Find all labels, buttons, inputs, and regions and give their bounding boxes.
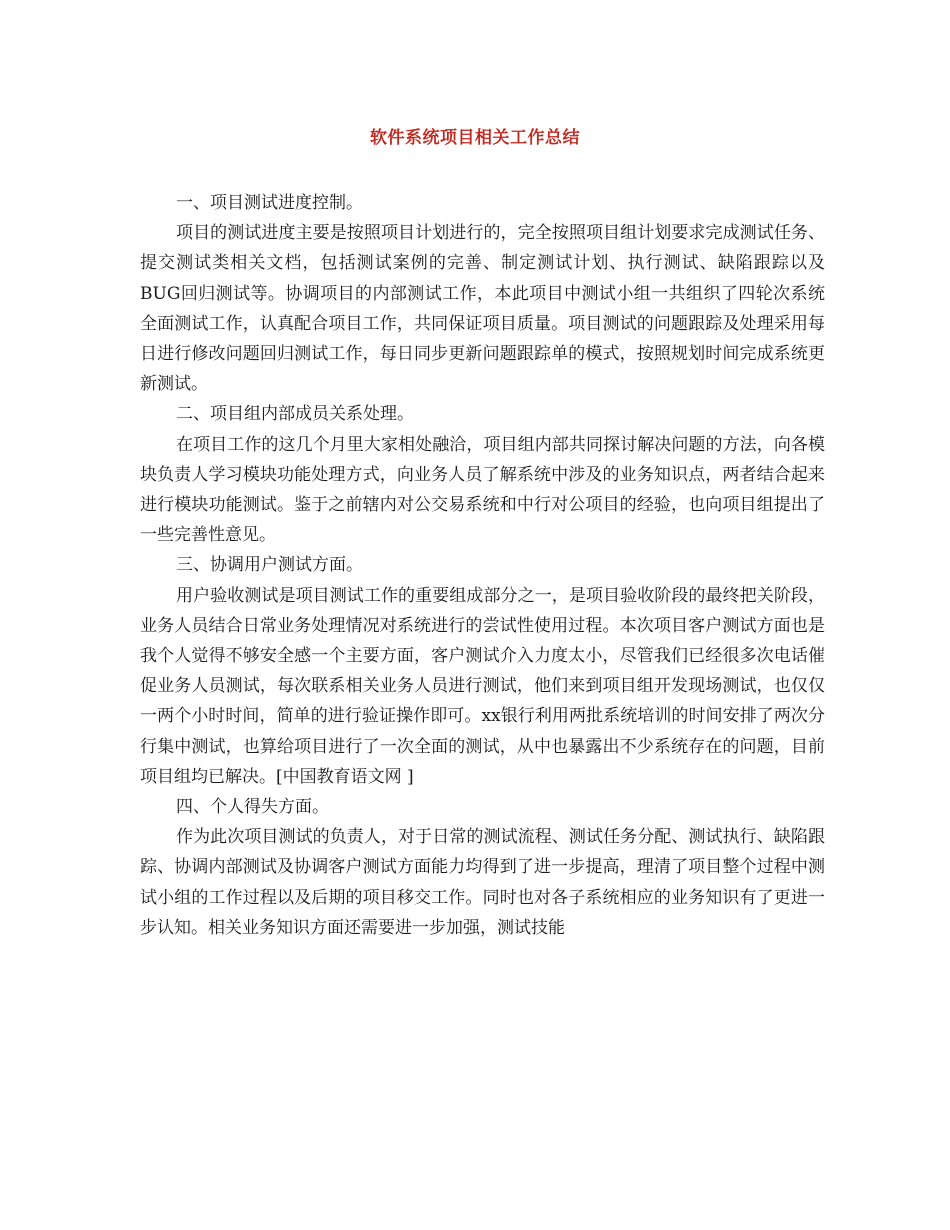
- section-paragraph-4: 作为此次项目测试的负责人，对于日常的测试流程、测试任务分配、测试执行、缺陷跟踪、协调内部测试及协调客户测试方面能力均得到了进一步提高，理清了项目整个过程中测试小组的工作过程以及后期的项目移交工作。同时也对各子系统相应的业务知识有了更进一步认知。相关业务知识方面还需要进一步加强，测试技能: [140, 827, 825, 938]
- document-body: [140, 188, 825, 943]
- section-paragraph-3: 用户验收测试是项目测试工作的重要组成部分之一，是项目验收阶段的最终把关阶段，业务人员结合日常业务处理情况对系统进行的尝试性使用过程。本次项目客户测试方面也是我个人觉得不够安全感一个主要方面，客户测试介入力度太小，尽管我们已经很多次电话催促业务人员测试，每次联系相关业务人员进行测试，他们来到项目组开发现场测试，也仅仅一两个小时时间，简单的进行验证操作即可。xx银行利用两批系统培训的时间安排了两次分行集中测试，也算给项目进行了一次全面的测试，从中也暴露出不少系统存在的问题，目前项目组均已解决。[中国教育语文网 ]: [140, 585, 825, 787]
- section-heading-2: 二、项目组内部成员关系处理。: [176, 404, 414, 425]
- section-heading-1: 一、项目测试进度控制。: [176, 193, 363, 213]
- section-heading-3: 三、协调用户测试方面。: [176, 555, 363, 576]
- section-paragraph-2: 在项目工作的这几个月里大家相处融洽，项目组内部共同探讨解决问题的方法，向各模块负责人学习模块功能处理方式，向业务人员了解系统中涉及的业务知识点，两者结合起来进行模块功能测试。鉴于之前辖内对公交易系统和中行对公项目的经验，也向项目组提出了一些完善性意见。: [140, 434, 825, 546]
- section-paragraph-1: 项目的测试进度主要是按照项目计划进行的，完全按照项目组计划要求完成测试任务、提交测试类相关文档，包括测试案例的完善、制定测试计划、执行测试、缺陷跟踪以及BUG回归测试等。协调项目的内部测试工作，本此项目中测试小组一共组织了四轮次系统全面测试工作，认真配合项目工作，共同保证项目质量。项目测试的问题跟踪及处理采用每日进行修改问题回归测试工作，每日同步更新问题跟踪单的模式，按照规划时间完成系统更新测试。: [140, 223, 825, 395]
- section-heading-4: 四、个人得失方面。: [176, 797, 329, 818]
- document-title: 软件系统项目相关工作总结: [370, 128, 580, 148]
